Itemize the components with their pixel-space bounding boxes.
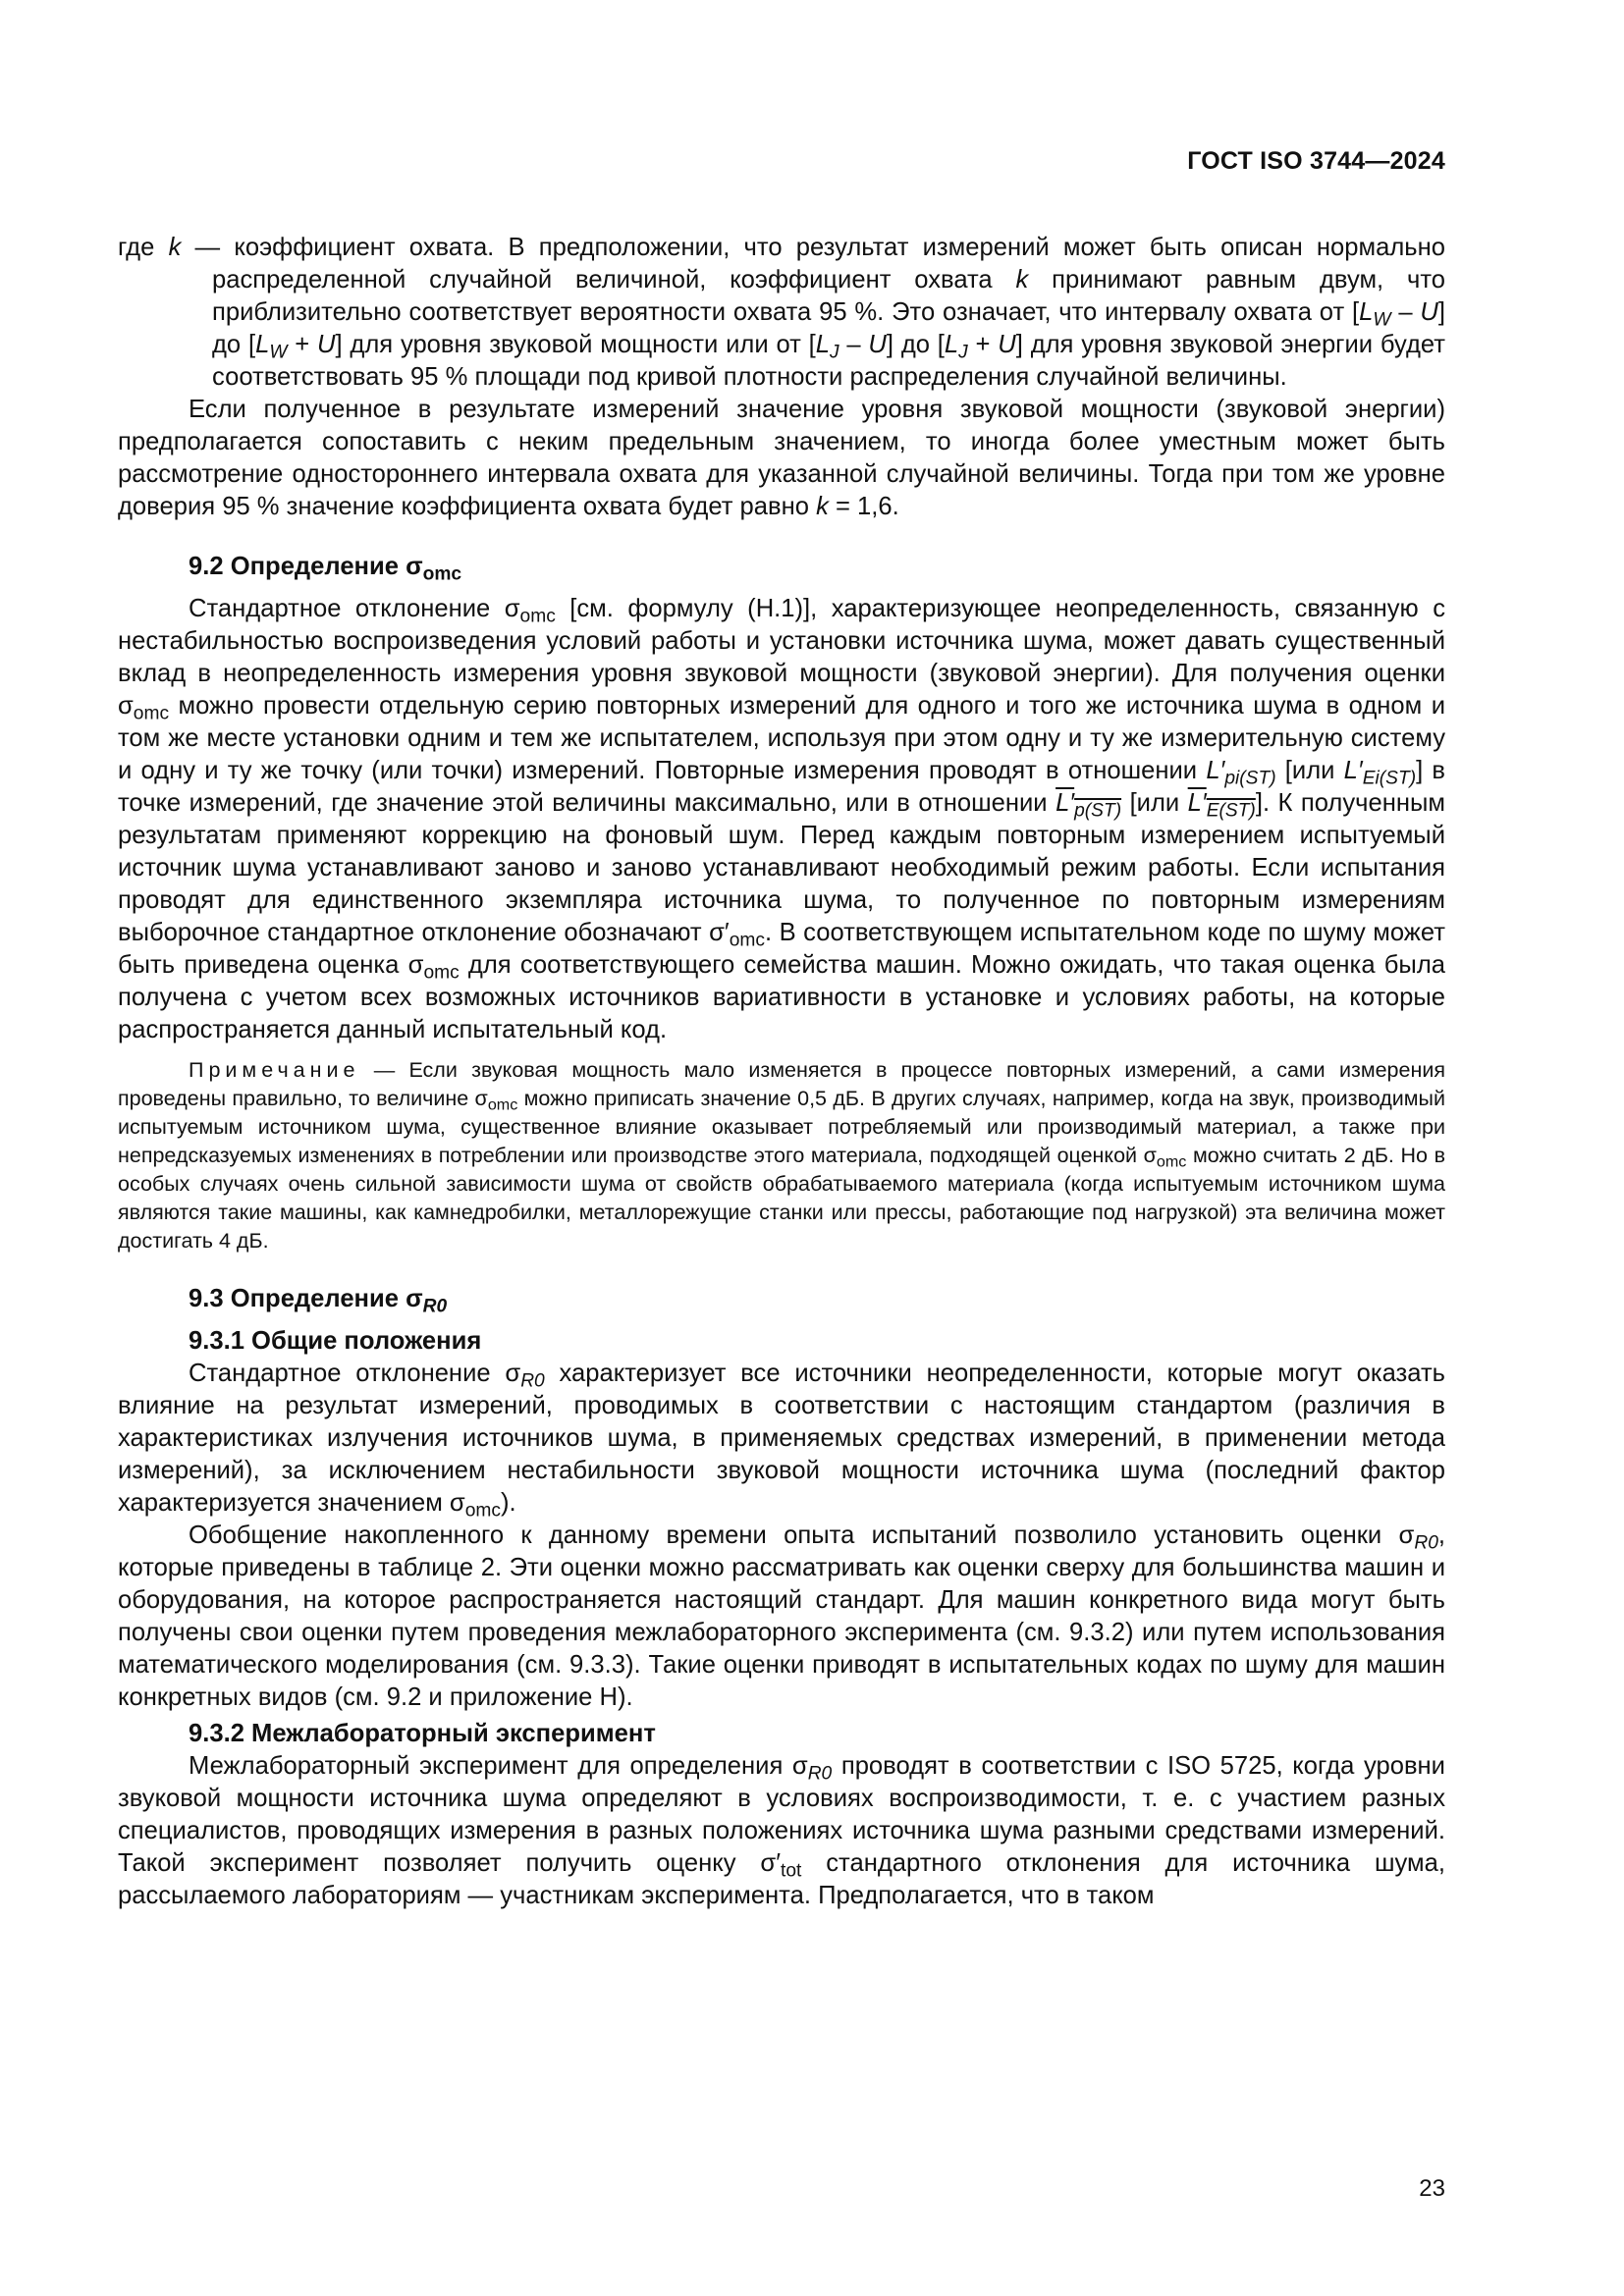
paragraph-9-2: Стандартное отклонение $\sigma_{omc}$ [см. формулу (H.1)], характеризующее неопределенность, связанную с нестабильностью воспроизведения условий работы и установки источника шума, может давать существенный вклад в неопределенность измерения уровня звуковой мощности (звуковой энергии). Для получения оценки $\sigma_{omc}$ можно провести отдельную серию повторных измерений для одного и того же источника шума в одном и том же месте установки одним и тем же испытателем, используя при этом одну и ту же измерительную систему и одну и ту же точку (или точки) измерений. Повторные измерения проводят в отношении $L'_{pi(ST)}$ [или $L'_{Ei(ST)}$] в точке измерений, где значение этой величины максимально, или в отношении $L'_{p(ST)}$ [или $L'_{E(ST)}$]. К полученным результатам применяют коррекцию на фоновый шум. Перед каждым повторным измерением испытуемый источник шума устанавливают заново и заново устанавливают необходимый режим работы. Если испытания проводят для единственного экземпляра источника шума, то полученное по повторным измерениям выборочное стандартное отклонение обозначают $\sigma'_{omc}$. В соответствующем испытательном коде по шуму может быть приведена оценка $\sigma_{omc}$ для соответствующего семейства машин. Можно ожидать, что такая оценка была получена с учетом всех возможных источников вариативности в установке и условиях работы, на которые распространяется данный испытательный код. [118,595,1446,1043]
section-heading-9-3-1: 9.3.1 Общие положения [189,1327,482,1355]
paragraph-9-3-2: Межлабораторный эксперимент для определения $\sigma_{R0}$ проводят в соответствии с ISO 5725, когда уровни звуковой мощности источника шума определяют в условиях воспроизводимости, т. е. с участием разных специалистов, проводящих измерения в разных положениях источника шума разными средствами измерений. Такой эксперимент позволяет получить оценку $\sigma'_{tot}$ стандартного отклонения для источника шума, рассылаемого лабораториям — участникам эксперимента. Предполагается, что в таком [118,1752,1445,1909]
paragraph-9-3-1-a: Стандартное отклонение $\sigma_{R0}$ характеризует все источники неопределенности, которые могут оказать влияние на результат измерений, проводимых в соответствии с настоящим стандартом (различия в характеристиках излучения источников шума, в применяемых средствах измерений, в применении метода измерений), за исключением нестабильности звуковой мощности источника шума (последний фактор характеризуется значением $\sigma_{omc}$). [118,1360,1445,1522]
section-heading-9-2: 9.2 Определение $\sigma_{omc}$ [189,553,462,585]
page-body [118,232,1445,1912]
paragraph-coverage-factor: где k — коэффициент охвата. В предположении, что результат измерений может быть описан нормально распределенной случайной величиной, коэффициент охвата k принимают равным двум, что приблизительно соответствует вероятности охвата 95 %. Это означает, что интервалу охвата от $[L_W - U]$ до $[L_W + U]$ для уровня звуковой мощности или от $[L_J - U]$ до $[L_J + U]$ для уровня звуковой энергии будет соответствовать 95 % площади под кривой плотности распределения случайной величины. [118,234,1446,391]
section-heading-9-3: 9.3 Определение $\sigma_{R0}$ [189,1285,448,1317]
document-header: ГОСТ ISO 3744—2024 [1187,147,1445,175]
paragraph-one-sided-interval: Если полученное в результате измерений значение уровня звуковой мощности (звуковой энергии) предполагается сопоставить с неким предельным значением, то иногда более уместным может быть рассмотрение одностороннего интервала охвата для указанной случайной величины. Тогда при том же уровне доверия 95 % значение коэффициента охвата будет равно k = 1,6. [118,396,1445,520]
section-heading-9-3-2: 9.3.2 Межлабораторный эксперимент [189,1720,656,1747]
note-9-2: Примечание — Если звуковая мощность мало изменяется в процессе повторных измерений, а сами измерения проведены правильно, то величине $\sigma_{omc}$ можно приписать значение 0,5 дБ. В других случаях, например, когда на звук, производимый испытуемым источником шума, существенное влияние оказывает потребляемый или производимый материал, а также при непредсказуемых изменениях в потреблении или производстве этого материала, подходящей оценкой $\sigma_{omc}$ можно считать 2 дБ. Но в особых случаях очень сильной зависимости шума от свойств обрабатываемого материала (когда испытуемым источником шума являются такие машины, как камнедробилки, металлорежущие станки или прессы, работающие под нагрузкой) эта величина может достигать 4 дБ. [118,1058,1445,1253]
page-number: 23 [1419,2175,1445,2202]
paragraph-9-3-1-b: Обобщение накопленного к данному времени опыта испытаний позволило установить оценки $\sigma_{R0}$, которые приведены в таблице 2. Эти оценки можно рассматривать как оценки сверху для большинства машин и оборудования, на которое распространяется настоящий стандарт. Для машин конкретного вида могут быть получены свои оценки путем проведения межлабораторного эксперимента (см. 9.3.2) или путем использования математического моделирования (см. 9.3.3). Такие оценки приводят в испытательных кодах по шуму для машин конкретных видов (см. 9.2 и приложение H). [118,1522,1445,1711]
